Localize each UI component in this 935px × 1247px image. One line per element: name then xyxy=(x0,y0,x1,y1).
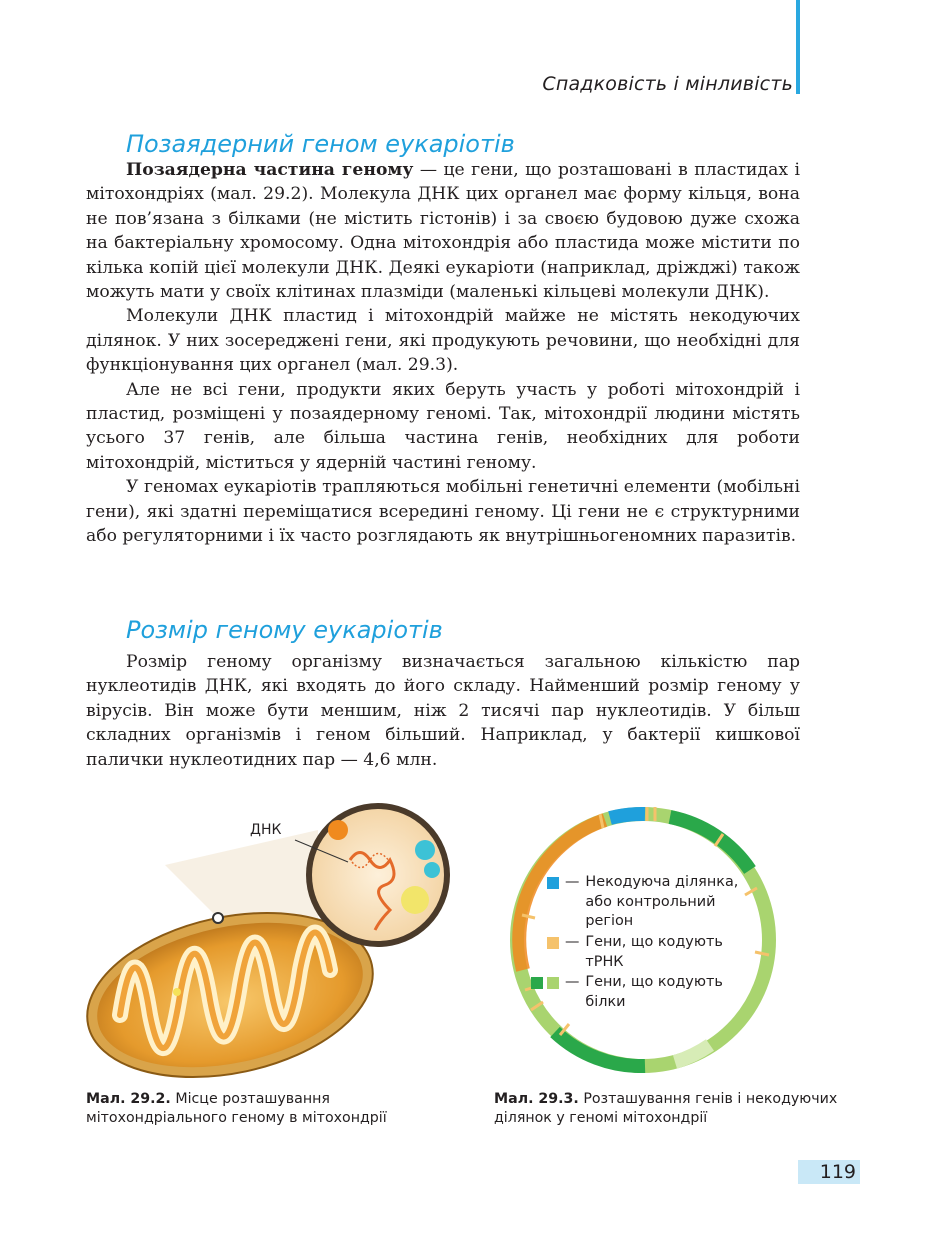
legend-item-noncoding xyxy=(547,873,755,932)
figure-caption-29-3 xyxy=(494,1090,854,1128)
caption-text: Місце розташування мітохондріального геному в мітохондрії xyxy=(86,1091,387,1126)
swatch-light-green xyxy=(547,977,559,989)
caption-number: Мал. 29.2. xyxy=(86,1091,171,1107)
legend xyxy=(547,873,787,1023)
dna-location-marker xyxy=(213,913,223,923)
paragraph xyxy=(86,158,800,304)
term: Позаядерна частина геному xyxy=(126,160,414,180)
swatch-dark-green xyxy=(531,977,543,989)
mitochondrion-illustration xyxy=(80,800,480,1090)
legend-dash: — xyxy=(565,874,580,890)
figure-mitochondrion xyxy=(80,800,480,1090)
page-number: 119 xyxy=(798,1160,860,1184)
legend-label: Некодуюча ділянка, або контрольний регіон xyxy=(585,874,739,929)
legend-label: Гени, що кодують тРНК xyxy=(585,934,723,970)
legend-label: Гени, що кодують білки xyxy=(585,974,723,1010)
chapter-title: Спадковість і мінливість xyxy=(542,73,793,95)
swatch-blue xyxy=(547,877,559,889)
paragraph: У геномах еукаріотів трапляються мобільні генетичні елементи (мобільні гени), які здатні переміщатися всередині геному. Ці гени не є структурними або регуляторними і їх часто розглядають як внутрішньогеномних паразитів. xyxy=(86,477,800,547)
section1-body xyxy=(86,158,800,549)
paragraph: Розмір геному організму визначається загальною кількістю пар нуклеотидів ДНК, які входять до його складу. Найменший розмір геному у вірусів. Він може бути меншим, ніж 2 тисячі пар нуклеотидів. У більш складних організмів і геном більший. Наприклад, у бактерії кишкової палички нуклеотидних пар — 4,6 млн. xyxy=(86,652,800,770)
header-accent-bar xyxy=(796,0,800,94)
paragraph-text: — це гени, що розташовані в пластидах і мітохондріях (мал. 29.2). Молекула ДНК цих органел має форму кільця, вона не пов’язана з білками (не містить гістонів) і за своєю будовою дуже схожа на бактеріальну хромосому. Одна мітохондрія або пластида може містити по кілька копій цієї молекули ДНК. Деякі еукаріоти (наприклад, дріжджі) також можуть мати у своїх клітинах плазміди (маленькі кільцеві молекули ДНК). xyxy=(86,160,800,303)
section-title-extranuclear: Позаядерний геном еукаріотів xyxy=(126,130,515,158)
legend-dash: — xyxy=(565,974,580,990)
legend-dash: — xyxy=(565,934,580,950)
legend-item-trna xyxy=(547,933,745,972)
section2-body xyxy=(86,650,800,772)
legend-item-protein xyxy=(531,973,745,1012)
paragraph: Молекули ДНК пластид і мітохондрій майже не містять некодуючих ділянок. У них зосереджені гени, які продукують речовини, що необхідні для функціонування цих органел (мал. 29.3). xyxy=(86,306,800,376)
caption-number: Мал. 29.3. xyxy=(494,1091,579,1107)
paragraph: Але не всі гени, продукти яких беруть участь у роботі мітохондрій і пластид, розміщені у позаядерному геномі. Так, мітохондрії людини містять усього 37 генів, але більша частина генів, необхідних для роботи мітохондрій, міститься у ядерній частині геному. xyxy=(86,379,800,473)
dna-label: ДНК xyxy=(250,822,282,838)
figure-mtdna-map xyxy=(495,800,795,1080)
swatch-orange xyxy=(547,937,559,949)
figure-caption-29-2 xyxy=(86,1090,446,1128)
section-title-genome-size: Розмір геному еукаріотів xyxy=(126,616,443,644)
caption-text: Розташування генів і некодуючих ділянок у геномі мітохондрії xyxy=(494,1091,838,1126)
